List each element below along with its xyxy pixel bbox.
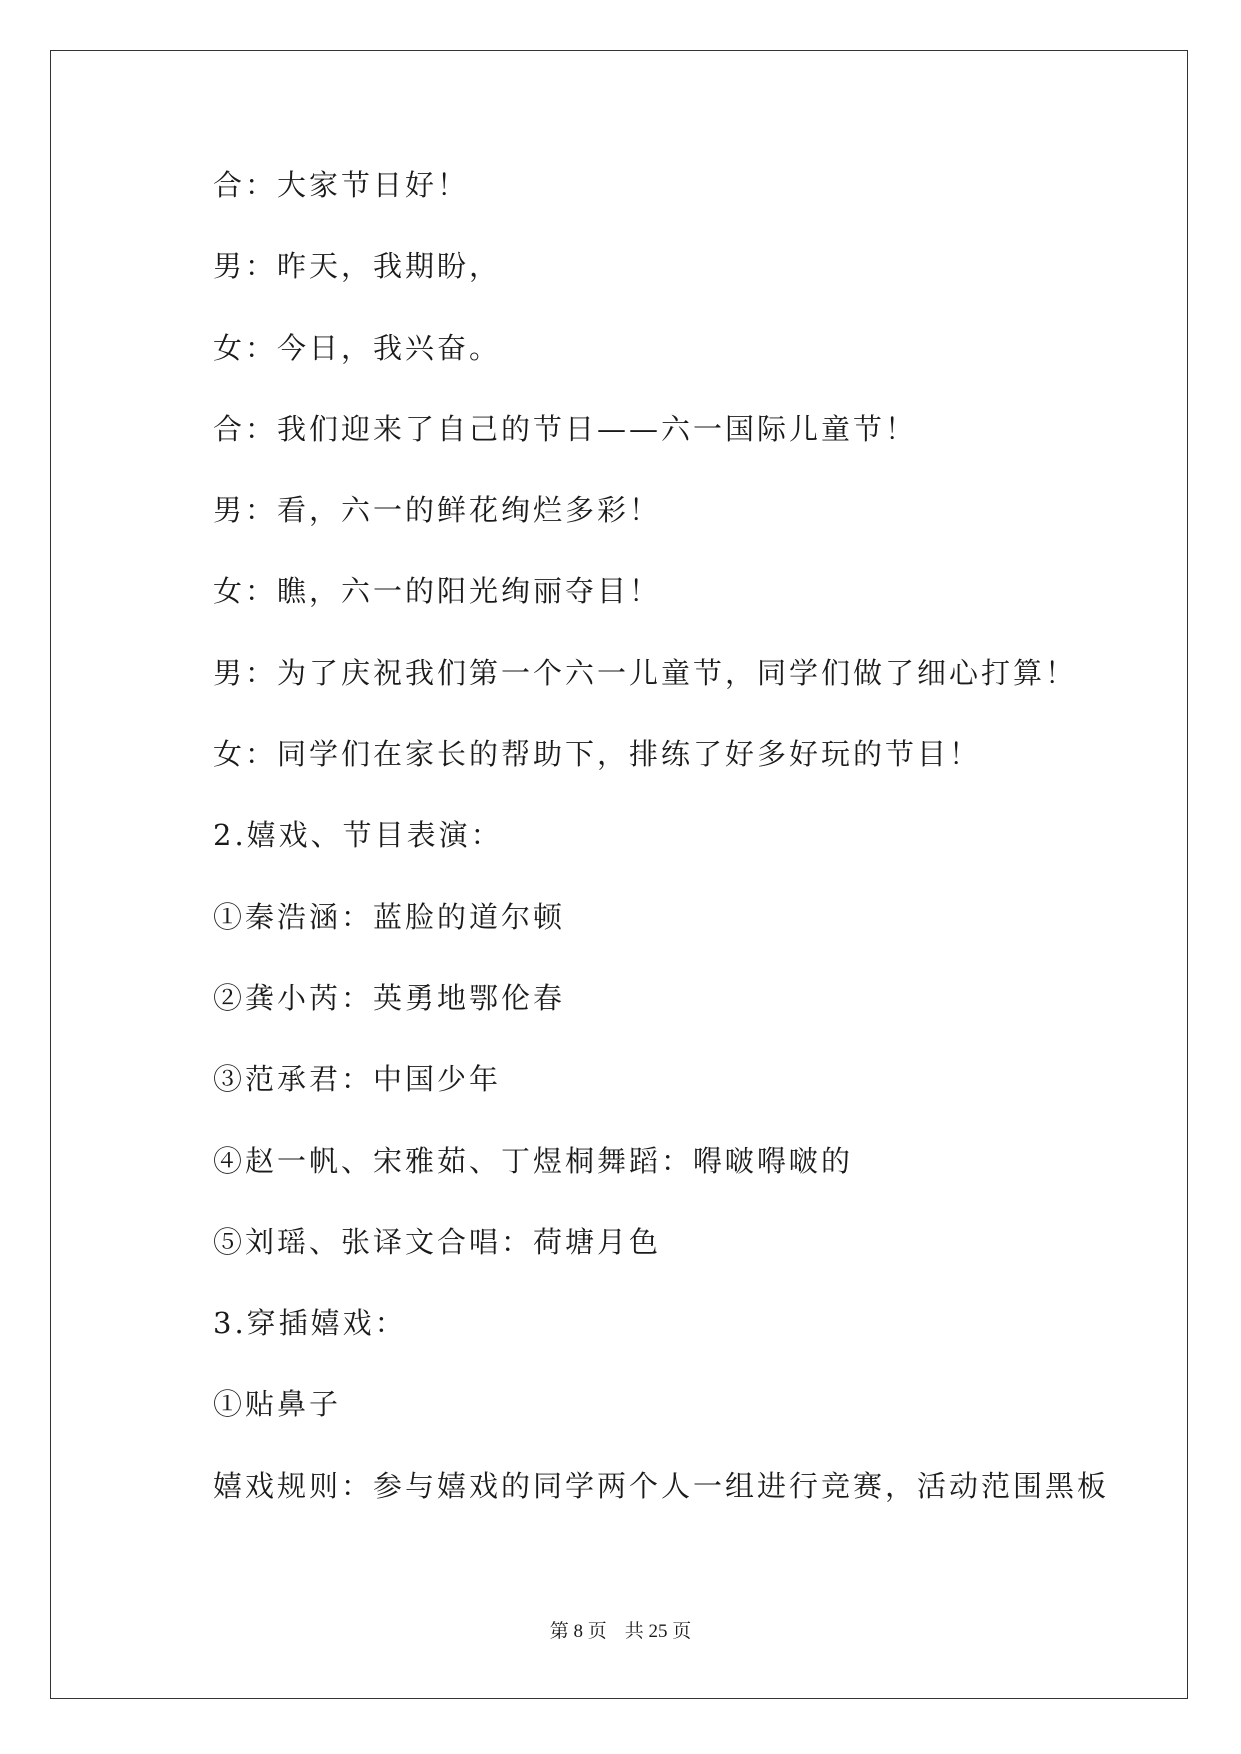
script-line-female-programs: 女：同学们在家长的帮助下，排练了好多好玩的节目！: [213, 737, 982, 772]
document-body: [213, 167, 1113, 1549]
game-rules-text: 嬉戏规则：参与嬉戏的同学两个人一组进行竞赛，活动范围黑板: [213, 1468, 1110, 1503]
script-line-chorus-greeting: 合：大家节日好！: [213, 168, 470, 202]
program-item-4: ④赵一帆、宋雅茹、丁煜桐舞蹈：嘚啵嘚啵的: [213, 1143, 854, 1178]
section-heading-performances: 2.嬉戏、节目表演：: [213, 818, 503, 853]
script-line-chorus-childrens-day: 合：我们迎来了自己的节日——六一国际儿童节！: [213, 411, 918, 446]
script-line-male-flowers: 男：看，六一的鲜花绚烂多彩！: [213, 493, 662, 528]
script-line-female-sunshine: 女：瞧，六一的阳光绚丽夺目！: [213, 574, 662, 609]
page-footer: [0, 1620, 1241, 1644]
script-line-female-today: 女：今日，我兴奋。: [213, 330, 502, 365]
script-line-male-preparation: 男：为了庆祝我们第一个六一儿童节，同学们做了细心打算！: [213, 655, 1078, 690]
program-item-3: ③范承君：中国少年: [213, 1062, 502, 1097]
page-number-total: 共 25 页: [624, 1621, 692, 1642]
section-heading-games: 3.穿插嬉戏：: [213, 1306, 407, 1341]
script-line-male-yesterday: 男：昨天，我期盼，: [213, 249, 502, 284]
game-item-1: ①贴鼻子: [213, 1387, 342, 1422]
program-item-5: ⑤刘瑶、张译文合唱：荷塘月色: [213, 1224, 662, 1259]
page-number-current: 第 8 页: [549, 1621, 607, 1642]
program-item-2: ②龚小芮：英勇地鄂伦春: [213, 980, 566, 1015]
program-item-1: ①秦浩涵：蓝脸的道尔顿: [213, 899, 566, 934]
